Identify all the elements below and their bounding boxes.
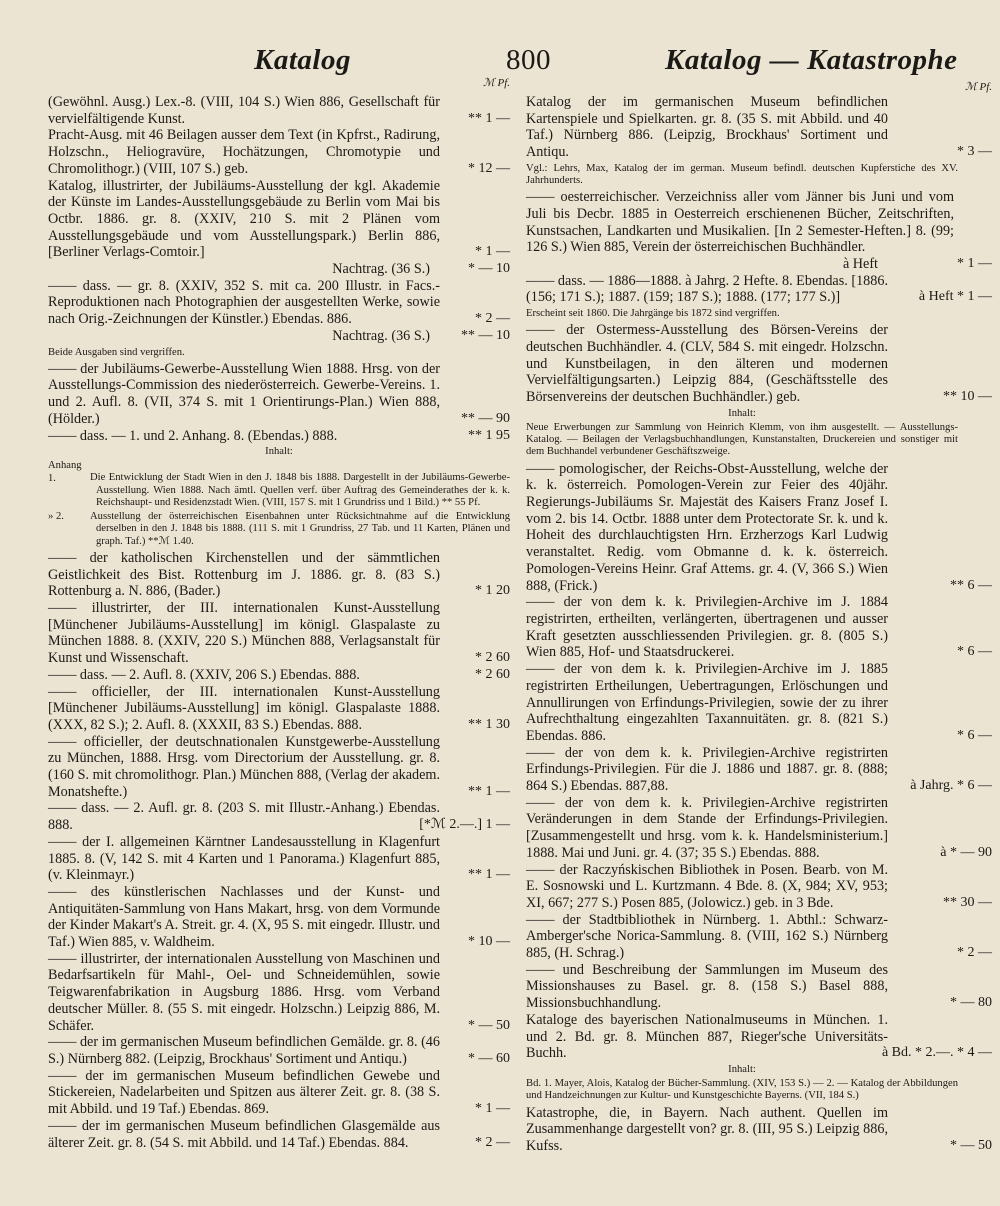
left-column bbox=[48, 94, 510, 1159]
entry-text: —— dass. — 2. Aufl. gr. 8. (203 S. mit Illustr.-Anhang.) Ebendas. 888. bbox=[48, 800, 440, 834]
catalog-entry bbox=[526, 460, 992, 595]
price: * 2 60 bbox=[475, 666, 510, 682]
entry-text: —— pomologischer, der Reichs-Obst-Ausstellung, welche der k. k. österreich. Pomologen-Verein zur Feier des 40jähr. Regierungs-Jubiläums Sr. Majestät des Kaisers Franz Josef I. vom 2. bis 14. Octbr. 1888 unter dem Protectorate Sr. k. und k. Hoheit des durchlauchtigsten Hrn. Erzherzogs Karl Ludwig veranstaltet. Redig. vom Obmanne d. k. k. österreich. Pomologen-Vereins Heinr. Graf Attems. gr. 4. (V, 366 S.) Wien 888, (Frick.) bbox=[526, 460, 888, 594]
price: ** 1 — bbox=[468, 867, 510, 883]
currency-header-right: ℳ Pf. bbox=[965, 81, 993, 93]
catalog-entry bbox=[48, 94, 510, 127]
catalog-entry bbox=[526, 961, 992, 1012]
small-note: Erscheint seit 1860. Die Jahrgänge bis 1872 sind vergriffen. bbox=[526, 308, 780, 320]
price: * 3 — bbox=[957, 144, 992, 160]
catalog-entry bbox=[48, 884, 510, 951]
catalog-entry bbox=[526, 189, 958, 256]
page-number: 800 bbox=[506, 44, 551, 76]
supplement-line bbox=[526, 256, 992, 273]
entry-text: —— illustrirter, der III. internationalen Kunst-Ausstellung [Münchener Jubiläums-Ausstellung] im königl. Glaspalaste zu München 1888. 8. (XXIV, 220 S.) München 888, Verlagsanstalt für Kunst und Wissenschaft. bbox=[48, 600, 440, 667]
entry-text: —— der im germanischen Museum befindlichen Gewebe und Stickereien, Nadelarbeiten und Spitzen aus älterer Zeit. gr. 8. (38 S. mit Abbild. und 19 Taf.) Ebendas. 869. bbox=[48, 1067, 440, 1118]
entry-text: —— des künstlerischen Nachlasses und der Kunst- und Antiquitäten-Sammlung von Hans Makart, hrsg. von dem Vormunde der Kinder Makart's A. Streit. gr. 4. (X, 95 S. mit eingedr. Illustr. und Taf.) Wien 885, v. Waldheim. bbox=[48, 883, 440, 951]
price: ** 6 — bbox=[950, 577, 992, 593]
small-note: Bd. 1. Mayer, Alois, Katalog der Bücher-Sammlung. (XIV, 153 S.) — 2. — Katalog der Abbildungen und Handzeichnungen zur Kultur- und Kunstgeschichte Bayerns. (VII, 184 S.) bbox=[526, 1078, 958, 1102]
entry-text: —— der im germanischen Museum befindlichen Gemälde. gr. 8. (46 S.) Nürnberg 882. (Leipzig, Brockhaus' Sortiment und Antiqu.) bbox=[48, 1034, 440, 1067]
catalog-entry bbox=[48, 684, 510, 734]
appendix-text: Ausstellung der österreichischen Eisenbahnen unter Rücksichtnahme auf die Entwicklung derselben in den J. 1848 bis 1888. (111 S. mit 1 Grundriss, 27 Tab. und 11 Karten, Plänen und graph. Taf.) **ℳ 1.40. bbox=[90, 511, 510, 547]
price: * 1 — bbox=[475, 1101, 510, 1117]
price: * 2 60 bbox=[475, 650, 510, 666]
entry-text: —— der Jubiläums-Gewerbe-Ausstellung Wien 1888. Hrsg. von der Ausstellungs-Commission des niederösterreich. Gewerbe-Vereins. 1. und 2. Aufl. 8. (VII, 374 S. mit 1 Orientirungs-Plan.) Wien 888, (Hölder.) bbox=[48, 360, 440, 427]
entry-text: —— der im germanischen Museum befindlichen Glasgemälde aus älterer Zeit. gr. 8. (54 S. mit Abbild. und 14 Taf.) Ebendas. 884. bbox=[48, 1117, 440, 1151]
entry-text: —— der katholischen Kirchenstellen und der sämmtlichen Geistlichkeit des Bist. Rottenburg im J. 1886. gr. 8. (83 S.) Rottenburg a. N. 886, (Bader.) bbox=[48, 549, 440, 600]
catalog-entry bbox=[48, 834, 510, 884]
catalog-entry bbox=[48, 800, 510, 833]
catalog-entry bbox=[48, 1034, 510, 1067]
price: ** 1 95 bbox=[468, 427, 510, 443]
contents-heading: Inhalt: bbox=[728, 407, 756, 419]
small-note: Beide Ausgaben sind vergriffen. bbox=[48, 346, 185, 358]
entry-text: —— dass. — gr. 8. (XXIV, 352 S. mit ca. 200 Illustr. in Facs.-Reproduktionen nach Photographien der ausgestellten Werke, sowie nach Orig.-Zeichnungen der Künstler.) Ebendas. 886. bbox=[48, 277, 440, 328]
entry-text: —— der von dem k. k. Privilegien-Archive registrirten Erfindungs-Privilegien. Für die J. 1886 und 1887. gr. 8. (888; 864 S.) Ebendas. 887,88. bbox=[526, 744, 888, 795]
price: * 2 — bbox=[957, 945, 992, 961]
currency-header-left: ℳ Pf. bbox=[483, 77, 511, 89]
entry-text: —— und Beschreibung der Sammlungen im Museum des Missionshauses zu Basel. gr. 8. (158 S.) Basel 888, Missionsbuchhandlung. bbox=[526, 961, 888, 1012]
catalog-entry bbox=[48, 428, 510, 445]
catalog-entry bbox=[48, 1068, 510, 1118]
price: * 6 — bbox=[957, 644, 992, 660]
price: * 1 20 bbox=[475, 583, 510, 599]
entry-text: —— dass. — 1886—1888. à Jahrg. 2 Hefte. 8. Ebendas. [1886. (156; 171 S.); 1887. (159; 187 S.); 1888. (177; 177 S.)] bbox=[526, 272, 888, 306]
appendix-label: Anhang 1. bbox=[48, 460, 82, 484]
price: * — 60 bbox=[468, 1050, 510, 1066]
price: * — 80 bbox=[950, 995, 992, 1011]
price: à * — 90 bbox=[940, 844, 992, 860]
entry-text: —— der von dem k. k. Privilegien-Archive registrirten Veränderungen in dem Stande der Erfindungs-Privilegien. [Zusammengestellt und hrsg. vom k. k. Handelsministerium.] 1888. Mai und Juni. gr. 4. (37; 35 S.) Ebendas. 888. bbox=[526, 794, 888, 861]
price: à Heft * 1 — bbox=[918, 289, 992, 305]
entry-text: —— dass. — 1. und 2. Anhang. 8. (Ebendas.) 888. bbox=[48, 427, 338, 444]
price: ** — 90 bbox=[461, 410, 510, 426]
supplement-line bbox=[48, 328, 510, 345]
appendix-text: Die Entwicklung der Stadt Wien in den J. 1848 bis 1888. Dargestellt in der Jubiläums-Gewerbe-Ausstellung. Wien 1888. Nach ämtl. Quellen verf. über Auftrag des Gemeinderathes der k. k. Reichshaupt- und Residenzstadt Wien. (VIII, 157 S. mit 1 Grundriss und 1 Bild.) ** 55 Pf. bbox=[90, 472, 510, 509]
entry-text: —— officieller, der deutschnationalen Kunstgewerbe-Ausstellung zu München, 1888. Hrsg. vom Directorium der Ausstellung. gr. 8. (160 S. mit chromolithogr. Plan.) München 888, (Verlag der akadem. Monatshefte.) bbox=[48, 733, 440, 800]
catalog-entry bbox=[526, 1011, 992, 1062]
supplement-line bbox=[48, 261, 510, 278]
catalog-entry bbox=[526, 794, 992, 862]
catalog-entry bbox=[48, 734, 510, 801]
entry-text: Kataloge des bayerischen Nationalmuseums in München. 1. und 2. Bd. gr. 8. München 887, Rieger'sche Universitäts-Buchh. bbox=[526, 1011, 888, 1062]
catalog-entry bbox=[526, 594, 992, 661]
catalog-entry bbox=[526, 272, 992, 306]
entry-text: (Gewöhnl. Ausg.) Lex.-8. (VIII, 104 S.) Wien 886, Gesellschaft für vervielfältigende Kunst. bbox=[48, 94, 440, 127]
appendix-note bbox=[48, 511, 510, 548]
price: ** 1 30 bbox=[468, 716, 510, 732]
price: * 1 — bbox=[475, 244, 510, 260]
catalog-entry bbox=[526, 661, 992, 745]
price: * 10 — bbox=[468, 934, 510, 950]
entry-text: —— der von dem k. k. Privilegien-Archive im J. 1884 registrirten, ertheilten, verlängerten, übertragenen und ausser Kraft gesetzten ausschliessenden Privilegien. gr. 8. (805 S.) Wien 885, Hof- und Staatsdruckerei. bbox=[526, 594, 888, 661]
entry-text: —— dass. — 2. Aufl. 8. (XXIV, 206 S.) Ebendas. 888. bbox=[48, 666, 360, 683]
catalog-entry bbox=[526, 94, 992, 161]
catalog-entry bbox=[48, 361, 510, 428]
catalog-entry bbox=[526, 911, 992, 962]
price: ** 10 — bbox=[943, 389, 992, 405]
price: à Jahrg. * 6 — bbox=[910, 778, 992, 794]
entry-text: —— officieller, der III. internationalen Kunst-Ausstellung [Münchener Jubiläums-Ausstellung] im königl. Glaspalaste 1888. (XXX, 82 S.); 2. Aufl. 8. (XXXII, 83 S.) Ebendas. 888. bbox=[48, 683, 440, 733]
price: * — 10 bbox=[468, 261, 510, 277]
supplement-text: Nachtrag. (36 S.) bbox=[332, 327, 430, 344]
catalog-entry bbox=[526, 1104, 992, 1155]
entry-text: Katalog der im germanischen Museum befindlichen Kartenspiele und Spielkarten. gr. 8. (35 S. mit Abbild. und 40 Taf.) Nürnberg 886. (Leipzig, Brockhaus' Sortiment und Antiqu. bbox=[526, 94, 888, 161]
small-note: Vgl.: Lehrs, Max, Katalog der im german. Museum befindl. deutschen Kupferstiche des XV. Jahrhunderts. bbox=[526, 162, 958, 187]
appendix-note bbox=[48, 460, 510, 509]
price: ** 1 — bbox=[468, 110, 510, 126]
entry-text: —— der Raczyńskischen Bibliothek in Posen. Bearb. von M. E. Sosnowski und L. Kurtzmann. 4 Bde. 8. (X, 984; XV, 953; XI, 667; 277 S.) Posen 885, (Jolowicz.) geb. in 3 Bde. bbox=[526, 861, 888, 911]
price: * 6 — bbox=[957, 727, 992, 743]
entry-text: —— der von dem k. k. Privilegien-Archive im J. 1885 registrirten Ertheilungen, Uebertragungen, Erlöschungen und Annullirungen von Erfindungs-Privilegien, sowie der zu ihrer Aufrechthaltung eingezahlten Taxannuitäten. gr. 8. (821 S.) Ebendas. 886. bbox=[526, 661, 888, 744]
price: * 2 — bbox=[475, 311, 510, 327]
catalog-entry bbox=[526, 744, 992, 795]
contents-heading: Inhalt: bbox=[728, 1063, 756, 1075]
price: à Bd. * 2.—. * 4 — bbox=[881, 1045, 992, 1061]
price: ** 30 — bbox=[943, 894, 992, 910]
small-note: Neue Erwerbungen zur Sammlung von Heinrich Klemm, von ihm ausgestellt. — Ausstellungs-Katalog. — Beilagen der Verlagsbuchhandlungen, Kunstanstalten, Druckereien und sonstiger mit dem Buchhandel verbundener Geschäftszweige. bbox=[526, 422, 958, 458]
price: * — 50 bbox=[950, 1138, 992, 1153]
price: * — 50 bbox=[468, 1017, 510, 1033]
catalog-entry bbox=[48, 550, 510, 600]
catalog-entry bbox=[526, 322, 992, 406]
catalog-entry bbox=[48, 600, 510, 667]
right-running-head: Katalog — Katastrophe bbox=[665, 44, 958, 76]
catalog-entry bbox=[48, 178, 510, 262]
price: * 12 — bbox=[468, 160, 510, 176]
catalog-entry bbox=[48, 667, 510, 684]
price: * 2 — bbox=[475, 1134, 510, 1150]
catalog-entry bbox=[48, 951, 510, 1035]
price: * 1 — bbox=[957, 256, 992, 272]
catalog-entry bbox=[48, 127, 510, 177]
price: ** — 10 bbox=[461, 327, 510, 343]
entry-text: —— der Stadtbibliothek in Nürnberg. 1. Abthl.: Schwarz-Amberger'sche Norica-Sammlung. 8. (VIII, 162 S.) Nürnberg 885, (H. Schrag.) bbox=[526, 911, 888, 962]
price: [*ℳ 2.—.] 1 — bbox=[419, 817, 510, 833]
entry-text: Pracht-Ausg. mit 46 Beilagen ausser dem Text (in Kpfrst., Radirung, Holzschn., Heliogravüre, Hochätzungen, Chromotypie und Chromolithogr.) (VIII, 107 S.) geb. bbox=[48, 127, 440, 177]
entry-text: Katastrophe, die, in Bayern. Nach authent. Quellen im Zusammenhange dargestellt von? gr. 8. (III, 95 S.) Leipzig 886, Kufss. bbox=[526, 1104, 888, 1154]
price: ** 1 — bbox=[468, 783, 510, 799]
entry-text: —— der Ostermess-Ausstellung des Börsen-Vereins der deutschen Buchhändler. 4. (CLV, 584 S. mit eingedr. Holzschn. und Kunstbeilagen, in den älteren und modernen Vervielfältigungsarten.) Leipzig 884, (Geschäftsstelle des Börsenvereins der deutschen Buchhändler.) geb. bbox=[526, 322, 888, 406]
catalog-entry bbox=[48, 278, 510, 328]
entry-text: —— oesterreichischer. Verzeichniss aller vom Jänner bis Juni und vom Juli bis Decbr. 1885 in Oesterreich erschienenen Bücher, Zeitschriften, Kunstsachen, Landkarten und Musikalien. [In 2 Semester-Heften.] 8. (99; 126 S.) Wien 885, Verein der österreichischen Buchhändler. bbox=[526, 189, 954, 256]
entry-text: —— illustrirter, der internationalen Ausstellung von Maschinen und Bedarfsartikeln für Mahl-, Oel- und Schneidemühlen, sowie Teigwarenfabrikation in Augsburg 1886. Hrsg. vom Verband deutscher Müller. 8. (55 S. mit eingedr. Holzschn.) Leipzig 886, M. Schäfer. bbox=[48, 950, 440, 1034]
catalog-entry bbox=[526, 861, 992, 912]
appendix-label: » 2. bbox=[48, 511, 64, 523]
contents-heading: Inhalt: bbox=[265, 446, 293, 458]
entry-text: —— der I. allgemeinen Kärntner Landesausstellung in Klagenfurt 1885. 8. (V, 142 S. mit 4 Karten und 1 Panorama.) Klagenfurt 885, (v. Kleinmayr.) bbox=[48, 833, 440, 884]
left-running-head: Katalog bbox=[254, 44, 351, 76]
supplement-text: à Heft bbox=[842, 256, 878, 273]
entry-text: Katalog, illustrirter, der Jubiläums-Ausstellung der kgl. Akademie der Künste im Landes-Ausstellungsgebäude zu Berlin vom Mai bis Octbr. 1886. gr. 8. (XXIV, 210 S. mit 2 Plänen vom Ausstellungsgebäude und vom Ausstellungspark.) Berlin 886, [Berliner Verlags-Comtoir.] bbox=[48, 177, 440, 261]
catalog-entry bbox=[48, 1118, 510, 1151]
right-column bbox=[526, 94, 992, 1169]
supplement-text: Nachtrag. (36 S.) bbox=[332, 261, 430, 278]
